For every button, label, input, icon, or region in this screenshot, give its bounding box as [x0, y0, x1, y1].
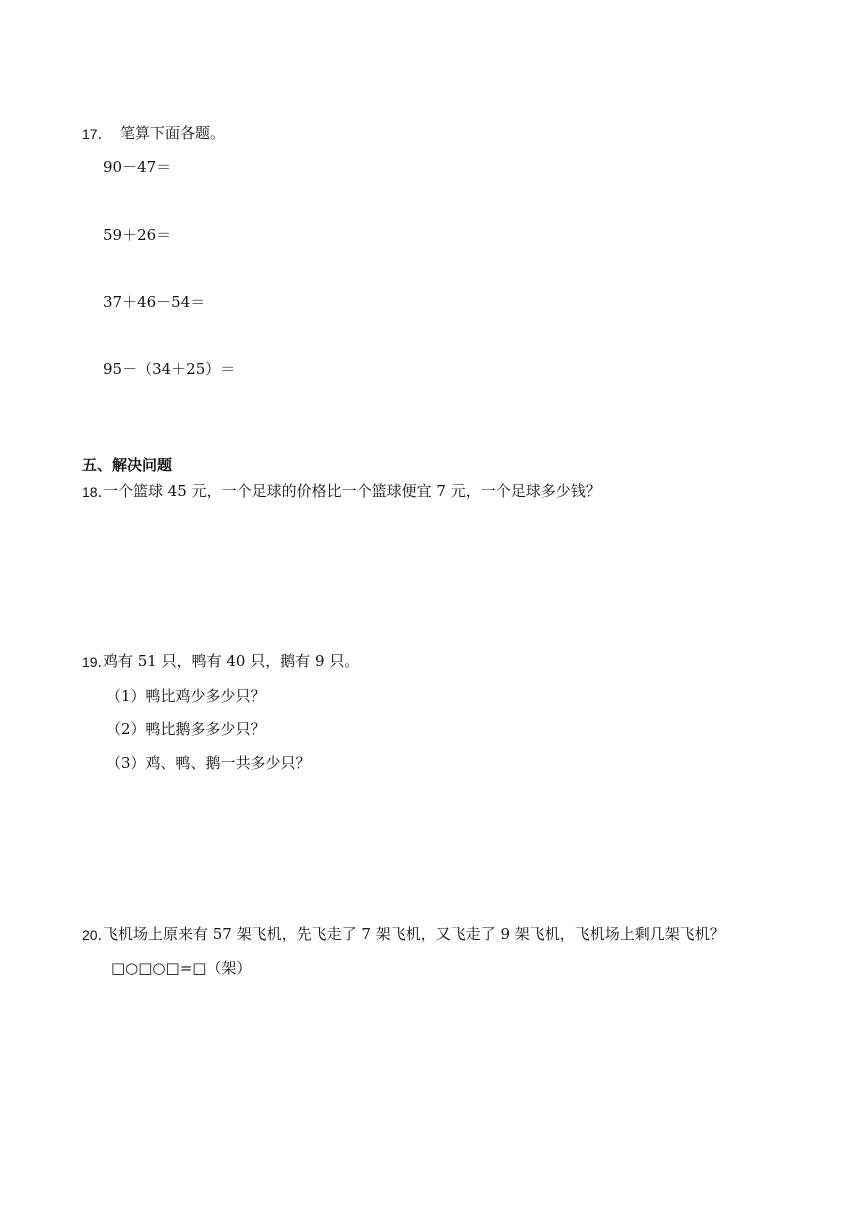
- sub-question-3: （3）鸡、鸭、鹅一共多少只？: [106, 754, 311, 772]
- calc-item-1: 90－47＝: [103, 158, 172, 176]
- section-heading: 五、解决问题: [82, 456, 173, 474]
- answer-formula: □○□○□=□（架）: [111, 959, 252, 977]
- question-text: 鸡有 51 只，鸭有 40 只，鹅有 9 只。: [103, 652, 360, 670]
- sub-question-2: （2）鸭比鹅多多少只？: [106, 720, 266, 738]
- calc-item-4: 95－（34＋25）＝: [103, 360, 236, 378]
- question-number: 19．: [82, 654, 112, 670]
- question-text: 飞机场上原来有 57 架飞机，先飞走了 7 架飞机，又飞走了 9 架飞机，飞机场上剩几架飞机？: [103, 925, 725, 943]
- question-title: 笔算下面各题。: [120, 124, 226, 142]
- question-number: 17．: [82, 126, 112, 142]
- question-number: 18．: [82, 484, 112, 500]
- calc-item-3: 37＋46－54＝: [103, 293, 206, 311]
- question-text: 一个篮球 45 元，一个足球的价格比一个篮球便宜 7 元，一个足球多少钱？: [103, 482, 601, 500]
- question-number: 20．: [82, 927, 112, 943]
- sub-question-1: （1）鸭比鸡少多少只？: [106, 687, 266, 705]
- calc-item-2: 59＋26＝: [103, 226, 172, 244]
